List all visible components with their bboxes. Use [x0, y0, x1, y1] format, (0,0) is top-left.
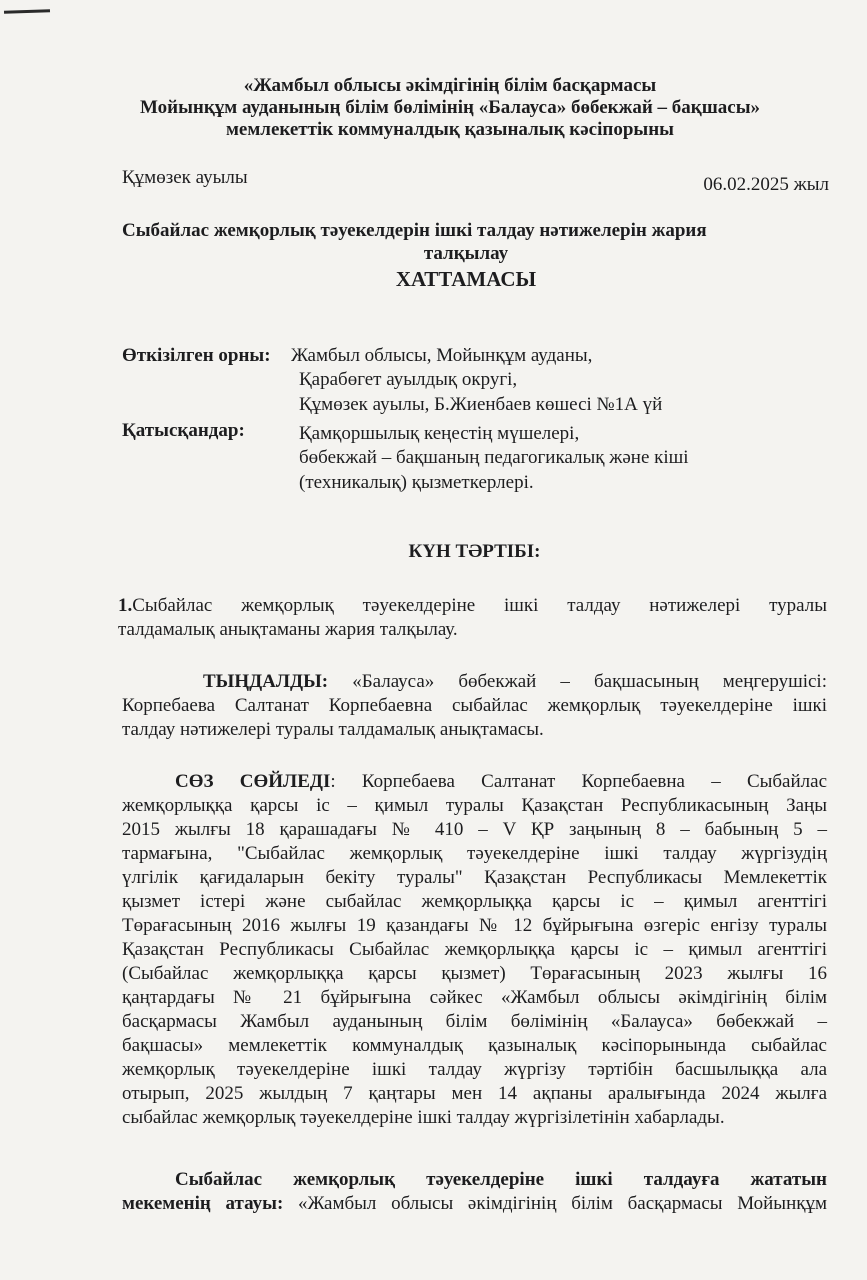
spoke-line: тармағына, "Сыбайлас жемқорлық тәуекелдеріне ішкі талдау жүргізудің: [122, 843, 827, 864]
participants-line-3: (техникалық) қызметкерлері.: [299, 472, 534, 493]
header-line-3: мемлекеттік коммуналдық қазыналық кәсіпорыны: [225, 119, 675, 140]
spoke-line: қаңтардағы № 21 бұйрығына сәйкес «Жамбыл облысы әкімдігінің білім: [122, 987, 827, 1008]
spoke-line: қызмет істері және сыбайлас жемқорлыққа қарсы іс – қимыл агенттігі: [122, 891, 827, 912]
institution-line-1: Сыбайлас жемқорлық тәуекелдеріне ішкі талдауға жататын: [175, 1169, 827, 1190]
venue-line-3: Құмөзек ауылы, Б.Жиенбаев көшесі №1А үй: [299, 394, 663, 415]
spoke-line: (Сыбайлас жемқорлыққа қарсы қызмет) Төрағасының 2023 жылғы 16: [122, 963, 827, 984]
place-name: Құмөзек ауылы: [122, 167, 248, 188]
listened-label: ТЫҢДАЛДЫ:: [203, 671, 329, 692]
agenda-item-line-1: [118, 595, 827, 617]
venue-label: Өткізілген орны:: [122, 345, 271, 366]
spoke-label: СӨЗ СӨЙЛЕДІ: [175, 771, 331, 792]
spoke-line: басқармасы Жамбыл ауданының білім бөлімінің «Балауса» бөбекжай –: [122, 1011, 827, 1032]
agenda-item-line-2: талдамалық анықтаманы жария талқылау.: [118, 619, 458, 640]
listened-line-1: [203, 671, 827, 693]
document-date: 06.02.2025 жыл: [703, 174, 829, 195]
listened-line-2: Корпебаева Салтанат Корпебаевна сыбайлас жемқорлық тәуекелдеріне ішкі: [122, 695, 827, 716]
spoke-line: 2015 жылғы 18 қарашадағы № 410 – V ҚР заңының 8 – бабының 5 –: [122, 819, 827, 840]
spoke-line: отырып, 2025 жылдың 7 қаңтары мен 14 ақпаны аралығында 2024 жылға: [122, 1083, 827, 1104]
listened-line-3: талдау нәтижелері туралы талдамалық анықтамасы.: [122, 719, 544, 740]
spoke-line: үлгілік қағидаларын бекіту туралы" Қазақстан Республикасы Мемлекеттік: [122, 867, 827, 888]
agenda-item-text: Сыбайлас жемқорлық тәуекелдеріне ішкі талдау нәтижелері туралы: [132, 595, 827, 616]
institution-text: «Жамбыл облысы әкімдігінің білім басқармасы Мойынқұм: [283, 1193, 827, 1214]
agenda-heading: КҮН ТӘРТІБІ:: [408, 541, 541, 562]
pen-mark: [4, 9, 50, 14]
spoke-last-line: сыбайлас жемқорлық тәуекелдеріне ішкі талдау жүргізілетінін хабарлады.: [122, 1107, 725, 1128]
title-line-3: ХАТТАМАСЫ: [395, 267, 537, 291]
header-line-1: «Жамбыл облысы әкімдігінің білім басқармасы: [243, 75, 657, 96]
title-line-1: Сыбайлас жемқорлық тәуекелдерін ішкі талдау нәтижелерін жария: [122, 220, 707, 241]
agenda-item-number: 1.: [118, 595, 133, 616]
spoke-text: : Корпебаева Салтанат Корпебаевна – Сыбайлас: [330, 771, 827, 792]
header-line-2: Мойынқұм ауданының білім бөлімінің «Балауса» бөбекжай – бақшасы»: [139, 97, 761, 118]
spoke-line: жемқорлық тәуекелдеріне ішкі талдау жүргізу тәртібін басшылыққа ала: [122, 1059, 827, 1080]
participants-line-1: Қамқоршылық кеңестің мүшелері,: [299, 423, 580, 444]
spoke-line: Қазақстан Республикасы Сыбайлас жемқорлыққа қарсы іс – қимыл агенттігі: [122, 939, 827, 960]
spoke-line: Төрағасының 2016 жылғы 19 қазандағы № 12 бұйрығына өзгеріс енгізу туралы: [122, 915, 827, 936]
participants-line-2: бөбекжай – бақшаның педагогикалық және кіші: [299, 447, 689, 468]
spoke-line: жемқорлыққа қарсы іс – қимыл туралы Қазақстан Республикасының Заңы: [122, 795, 827, 816]
participants-label: Қатысқандар:: [122, 420, 245, 441]
title-line-2: талқылау: [423, 243, 509, 264]
institution-line-2: [122, 1193, 827, 1215]
venue-line-1: Жамбыл облысы, Мойынқұм ауданы,: [291, 345, 593, 366]
spoke-line-1: [175, 771, 827, 793]
venue-line-2: Қарабөгет ауылдық округі,: [299, 369, 518, 390]
institution-label: мекеменің атауы:: [122, 1193, 284, 1214]
listened-text: «Балауса» бөбекжай – бақшасының меңгерушісі:: [328, 671, 827, 692]
spoke-line: бақшасы» мемлекеттік коммуналдық қазыналық кәсіпорынында сыбайлас: [122, 1035, 827, 1056]
